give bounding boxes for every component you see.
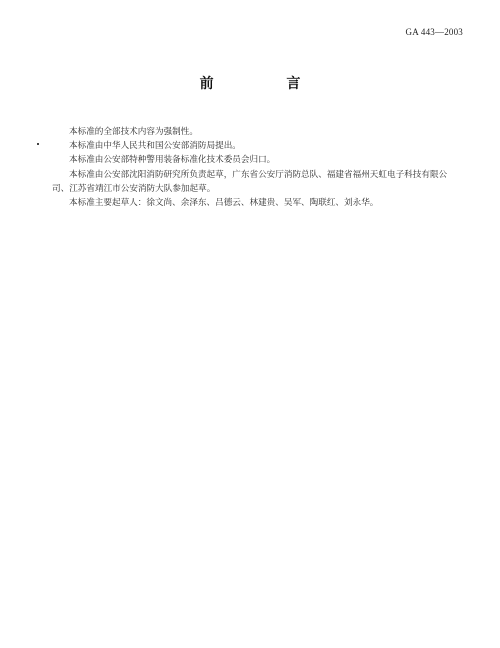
paragraph-drafters-org: 本标准由公安部沈阳消防研究所负责起草，广东省公安厅消防总队、福建省福州天虹电子科技有限公司、江苏省靖江市公安消防大队参加起草。 [52, 169, 448, 194]
scan-speck [37, 143, 39, 145]
standard-code: GA 443—2003 [405, 27, 463, 37]
paragraph-drafters-people: 本标准主要起草人：徐文尚、余泽东、吕德云、林建贵、吴军、陶联红、刘永华。 [69, 198, 379, 209]
paragraph-mandatory: 本标准的全部技术内容为强制性。 [69, 127, 198, 137]
page-title: 前 言 [199, 76, 335, 92]
paragraph-committee: 本标准由公安部特种警用装备标准化技术委员会归口。 [69, 155, 276, 166]
foreword-body [52, 125, 454, 210]
paragraph-proposer: 本标准由中华人民共和国公安部消防局提出。 [69, 141, 241, 152]
